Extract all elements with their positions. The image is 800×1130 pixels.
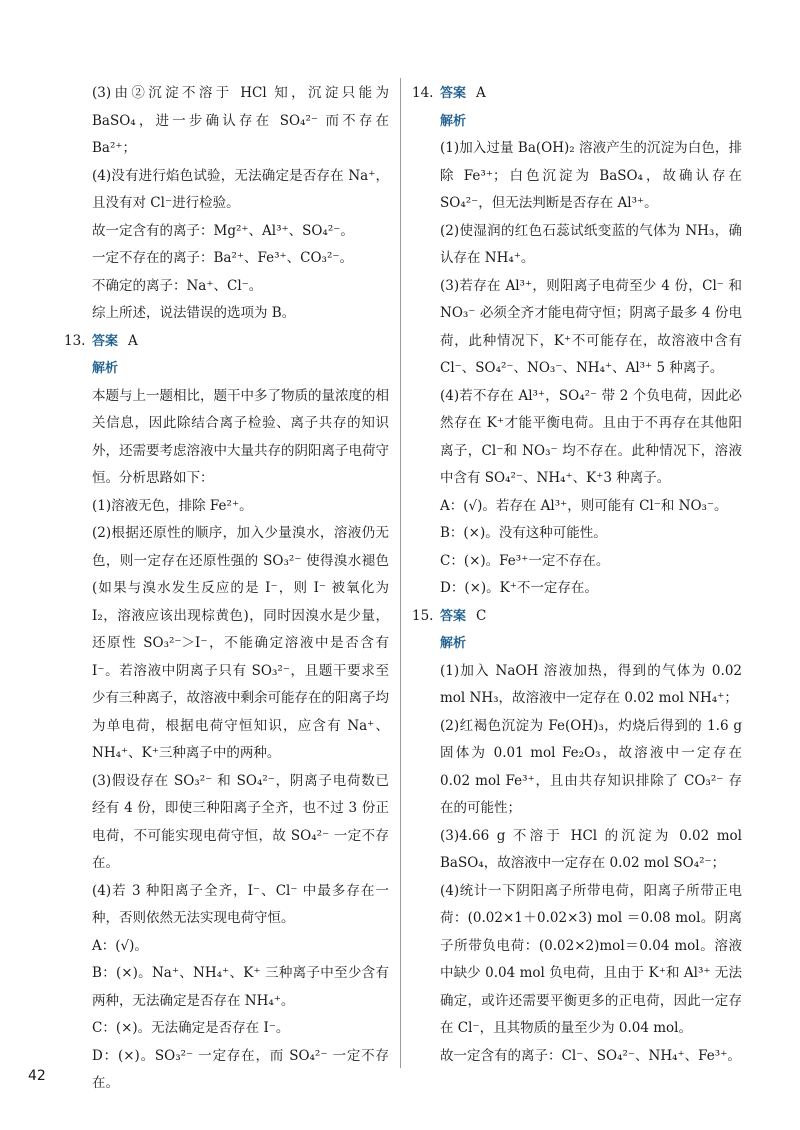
q14-answer-line — [412, 80, 742, 108]
q13-answer: A — [128, 332, 138, 349]
q15-step-3: (3)4.66 g 不溶于 HCl 的沉淀为 0.02 mol BaSO₄，故溶液中一定存在 0.02 mol SO₄²⁻； — [440, 827, 742, 871]
q14-step-2: (2)使湿润的红色石蕊试纸变蓝的气体为 NH₃，确认存在 NH₄⁺。 — [440, 222, 742, 266]
q14-option-d: D：(×)。K⁺不一定存在。 — [440, 580, 598, 596]
q12-summary-uncertain: 不确定的离子：Na⁺、Cl⁻。 — [92, 277, 263, 294]
q14-option-c: C：(×)。Fe³⁺一定不存在。 — [440, 552, 610, 569]
left-column — [64, 80, 389, 1098]
q15-conclusion: 故一定含有的离子：Cl⁻、SO₄²⁻、NH₄⁺、Fe³⁺。 — [440, 1047, 741, 1064]
q14-answer: A — [476, 85, 486, 101]
q13-step-1: (1)溶液无色，排除 Fe²⁺。 — [92, 497, 253, 514]
q15-step-2: (2)红褐色沉淀为 Fe(OH)₃，灼烧后得到的 1.6 g 固体为 0.01 mol Fe₂O₃，故溶液中一定存在 0.02 mol Fe³⁺，且由共存知识排除了 CO₃²⁻ 存在的可能性； — [440, 717, 742, 816]
q15-jiexi-label — [412, 630, 742, 658]
page-number: 42 — [28, 1068, 46, 1084]
q12-summary-absent: 一定不存在的离子：Ba²⁺、Fe³⁺、CO₃²⁻。 — [92, 250, 354, 266]
q13-jiexi-label — [64, 355, 389, 383]
q13-step-3: (3)假设存在 SO₃²⁻ 和 SO₄²⁻，阴离子电荷数已经有 4 份，即使三种阳离子全齐，也不过 3 份正电荷，不可能实现电荷守恒，故 SO₄²⁻ 一定不存在。 — [92, 772, 389, 871]
column-divider — [400, 78, 401, 1068]
q13-step-4: (4)若 3 种阳离子全齐，I⁻、Cl⁻ 中最多存在一种，否则依然无法实现电荷守恒。 — [92, 882, 389, 926]
q14-option-a: A：(√)。若存在 Al³⁺，则可能有 Cl⁻和 NO₃⁻。 — [440, 497, 728, 514]
q12-summary-present: 故一定含有的离子：Mg²⁺、Al³⁺、SO₄²⁻。 — [92, 222, 354, 239]
q12-para-3: (3)由②沉淀不溶于 HCl 知，沉淀只能为 BaSO₄，进一步确认存在 SO₄²⁻ 而不存在 Ba²⁺； — [92, 85, 389, 156]
q15-step-4: (4)统计一下阴阳离子所带电荷，阳离子所带正电荷：(0.02×1＋0.02×3) mol ＝0.08 mol。阴离子所带负电荷：(0.02×2)mol＝0.04 mol。溶液中缺少 0.04 mol 负电荷，且由于 K⁺和 Al³⁺ 无法确定，或许还需要平衡更多的正电荷，因此一定存在 Cl⁻，且其物质的量至少为 0.04 mol。 — [440, 882, 742, 1036]
q14-jiexi-label — [412, 108, 742, 136]
q14-step-3: (3)若存在 Al³⁺，则阳离子电荷至少 4 份，Cl⁻ 和 NO₃⁻ 必须全齐才能电荷守恒；阴离子最多 4 份电荷，此种情况下，K⁺不可能存在，故溶液中含有 Cl⁻、SO₄²⁻、NO₃⁻、NH₄⁺、Al³⁺ 5 种离子。 — [440, 277, 742, 376]
jiexi-label: 解析 — [440, 636, 467, 651]
q14-step-1: (1)加入过量 Ba(OH)₂ 溶液产生的沉淀为白色，排除 Fe³⁺；白色沉淀为 BaSO₄，故确认存在 SO₄²⁻，但无法判断是否存在 Al³⁺。 — [440, 140, 742, 211]
q14-step-4: (4)若不存在 Al³⁺，SO₄²⁻ 带 2 个负电荷，因此必然存在 K⁺才能平衡电荷。且由于不再存在其他阳离子，Cl⁻和 NO₃⁻ 均不存在。此种情况下，溶液中含有 SO₄²⁻、NH₄⁺、K⁺3 种离子。 — [440, 387, 742, 486]
q13-answer-line — [64, 328, 389, 356]
jiexi-label: 解析 — [92, 361, 119, 376]
q13-step-2: (2)根据还原性的顺序，加入少量溴水，溶液仍无色，则一定存在还原性强的 SO₃²⁻ 使得溴水褪色(如果与溴水发生反应的是 I⁻，则 I⁻ 被氧化为 I₂，溶液应该出现棕黄色)，同时因溴水是少量，还原性 SO₃²⁻＞I⁻，不能确定溶液中是否含有 I⁻。若溶液中阴离子只有 SO₃²⁻，且题干要求至少有三种离子，故溶液中剩余可能存在的阳离子均为单电荷，根据电荷守恒知识，应含有 Na⁺、NH₄⁺、K⁺三种离子中的两种。 — [92, 525, 389, 761]
q13-option-c: C：(×)。无法确定是否存在 I⁻。 — [92, 1020, 290, 1036]
answer-label: 答案 — [440, 86, 467, 101]
q12-conclusion: 综上所述，说法错误的选项为 B。 — [92, 305, 296, 321]
q15-number: 15. — [412, 607, 434, 624]
q15-step-1: (1)加入 NaOH 溶液加热，得到的气体为 0.02 mol NH₃，故溶液中一定存在 0.02 mol NH₄⁺； — [440, 662, 742, 706]
answer-label: 答案 — [92, 333, 119, 349]
q13-option-b: B：(×)。Na⁺、NH₄⁺、K⁺ 三种离子中至少含有两种，无法确定是否存在 NH₄⁺。 — [92, 965, 389, 1009]
q15-answer-line — [412, 603, 742, 631]
q13-option-a: A：(√)。 — [92, 937, 148, 954]
q14-number: 14. — [412, 85, 434, 101]
q13-intro: 本题与上一题相比，题干中多了物质的量浓度的相关信息，因此除结合离子检验、离子共存的知识外，还需要考虑溶液中大量共存的阴阳离子电荷守恒。分析思路如下： — [92, 387, 389, 486]
q13-number: 13. — [64, 332, 86, 349]
right-column — [412, 80, 742, 1070]
q13-option-d: D：(×)。SO₃²⁻ 一定存在，而 SO₄²⁻ 一定不存在。 — [92, 1047, 389, 1091]
q14-option-b: B：(×)。没有这种可能性。 — [440, 525, 607, 541]
q15-answer: C — [476, 607, 487, 624]
q12-para-4: (4)没有进行焰色试验，无法确定是否存在 Na⁺，且没有对 Cl⁻进行检验。 — [92, 167, 389, 211]
jiexi-label: 解析 — [440, 113, 467, 129]
answer-label: 答案 — [440, 608, 467, 624]
